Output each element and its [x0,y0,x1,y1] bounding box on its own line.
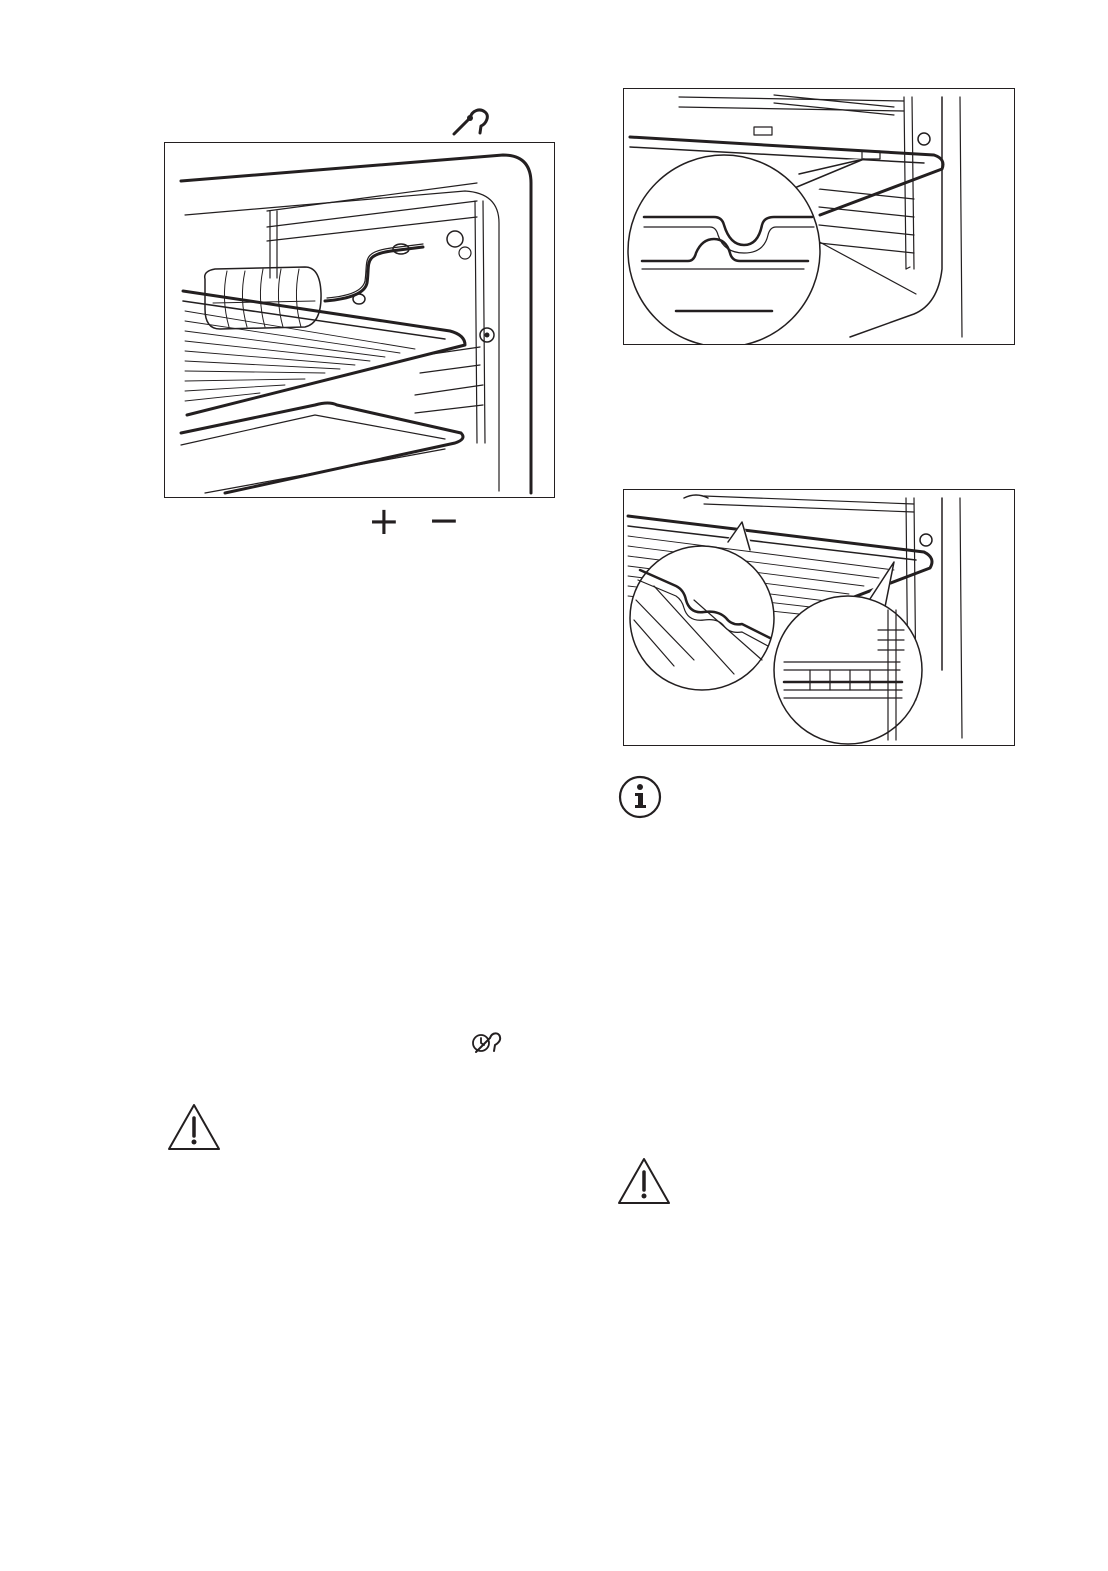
plus-symbol: + [368,499,400,543]
meat-probe-icon [450,104,494,140]
info-circle-icon [617,774,663,820]
warning-triangle-icon [616,1156,672,1206]
shelf-position-illustration [623,489,1015,746]
minus-symbol: − [428,498,460,542]
warning-triangle-icon [166,1102,222,1152]
meat-probe-illustration [164,142,555,498]
tray-position-illustration [623,88,1015,345]
meat-probe-clock-icon [470,1030,502,1056]
